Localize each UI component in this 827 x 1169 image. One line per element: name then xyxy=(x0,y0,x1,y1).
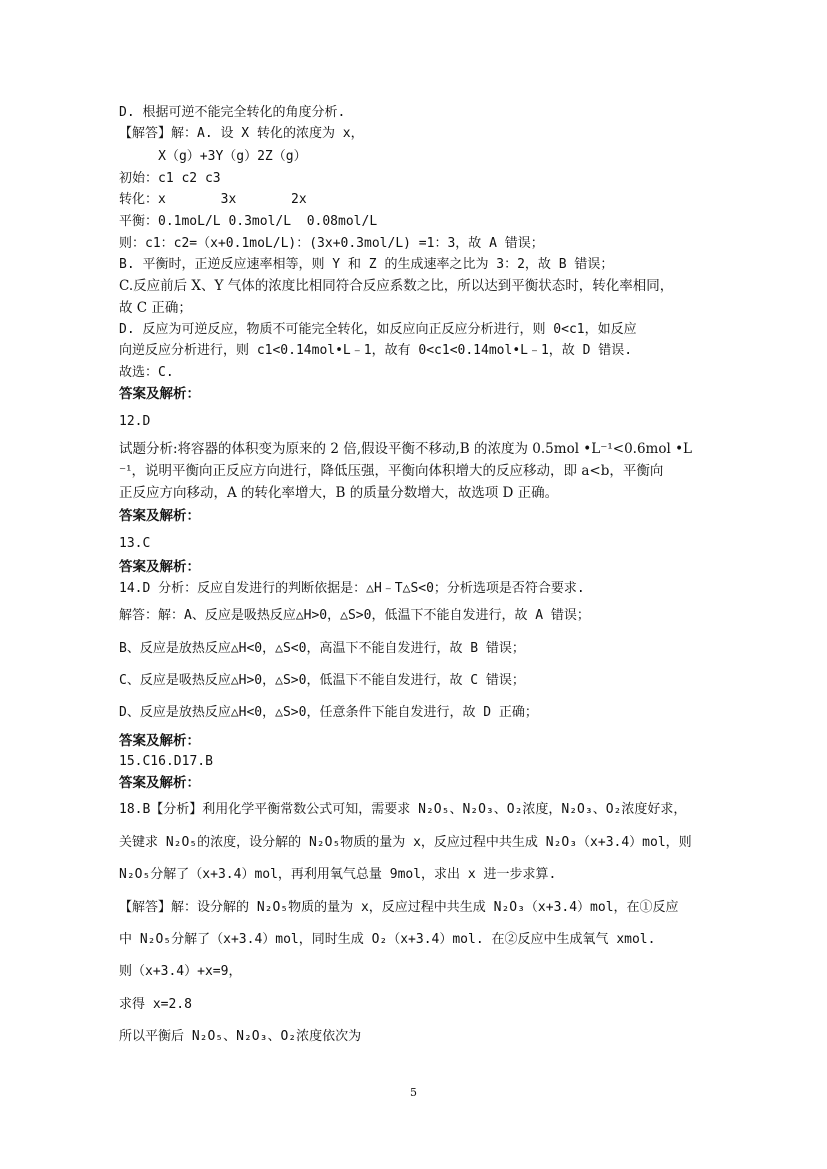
text-line: 转化：x 3x 2x xyxy=(119,192,307,207)
text-line: 求得 x=2.8 xyxy=(119,997,192,1012)
text-line: 解答：解：A、反应是吸热反应△H>0，△S>0，低温下不能自发进行，故 A 错误； xyxy=(119,608,590,623)
section-heading: 答案及解析： xyxy=(119,775,200,791)
text-line: 18.B【分析】利用化学平衡常数公式可知，需要求 N₂O₅、N₂O₃、O₂浓度，N₂O₃、O₂浓度好求， xyxy=(119,802,687,817)
section-heading: 答案及解析： xyxy=(119,386,200,402)
text-line: 12.D xyxy=(119,414,151,429)
text-line: 中 N₂O₅分解了（x+3.4）mol，同时生成 O₂（x+3.4）mol. 在②反应中生成氧气 xmol. xyxy=(119,932,656,947)
text-line: N₂O₅分解了（x+3.4）mol，再利用氧气总量 9mol，求出 x 进一步求算. xyxy=(119,867,557,882)
text-line: 【解答】解：A. 设 X 转化的浓度为 x， xyxy=(119,126,364,141)
text-line: C.反应前后 X、Y 气体的浓度比相同符合反应系数之比，所以达到平衡状态时，转化率相同， xyxy=(119,278,674,294)
text-line: ⁻¹，说明平衡向正反应方向进行，降低压强，平衡向体积增大的反应移动，即 a<b，平衡向 xyxy=(119,463,664,479)
text-line: B. 平衡时，正逆反应速率相等，则 Y 和 Z 的生成速率之比为 3：2，故 B 错误； xyxy=(119,257,614,272)
text-line: 【解答】解：设分解的 N₂O₅物质的量为 x，反应过程中共生成 N₂O₃（x+3.4）mol，在①反应 xyxy=(119,900,679,915)
text-line: C、反应是吸热反应△H>0，△S>0，低温下不能自发进行，故 C 错误； xyxy=(119,673,525,688)
text-line: 14.D 分析：反应自发进行的判断依据是：△H﹣T△S<0；分析选项是否符合要求. xyxy=(119,581,585,596)
text-line: 故 C 正确； xyxy=(119,300,192,316)
page-number: 5 xyxy=(410,1086,417,1099)
text-line: 则（x+3.4）+x=9， xyxy=(119,964,242,979)
text-line: B、反应是放热反应△H<0，△S<0，高温下不能自发进行，故 B 错误； xyxy=(119,641,525,656)
text-line: X（g）+3Y（g）2Z（g） xyxy=(119,149,307,164)
text-line: 故选：C. xyxy=(119,365,174,380)
text-line: 15.C16.D17.B xyxy=(119,754,213,769)
text-line: 13.C xyxy=(119,536,151,551)
text-line: 向逆反应分析进行，则 c1<0.14mol•L﹣1，故有 0<c1<0.14mol•L﹣1，故 D 错误. xyxy=(119,343,633,358)
text-line: 正反应方向移动，A 的转化率增大，B 的质量分数增大，故选项 D 正确。 xyxy=(119,485,559,501)
text-line: D. 反应为可逆反应，物质不可能完全转化，如反应向正反应分析进行，则 0<c1，如反应 xyxy=(119,322,637,337)
text-line: D. 根据可逆不能完全转化的角度分析. xyxy=(119,105,346,120)
text-line: 则：c1：c2=（x+0.1moL/L)：(3x+0.3mol/L) =1：3，故 A 错误； xyxy=(119,236,544,251)
text-line: 试题分析:将容器的体积变为原来的 2 倍,假设平衡不移动,B 的浓度为 0.5mol •L⁻¹<0.6mol •L xyxy=(119,441,693,457)
text-line: D、反应是放热反应△H<0，△S>0，任意条件下能自发进行，故 D 正确； xyxy=(119,705,538,720)
section-heading: 答案及解析： xyxy=(119,508,200,524)
text-line: 初始：c1 c2 c3 xyxy=(119,171,221,186)
text-line: 平衡：0.1moL/L 0.3mol/L 0.08mol/L xyxy=(119,214,378,229)
section-heading: 答案及解析： xyxy=(119,559,200,575)
text-line: 关键求 N₂O₅的浓度，设分解的 N₂O₅物质的量为 x，反应过程中共生成 N₂O₃（x+3.4）mol，则 xyxy=(119,835,692,850)
text-line: 所以平衡后 N₂O₅、N₂O₃、O₂浓度依次为 xyxy=(119,1029,362,1044)
section-heading: 答案及解析： xyxy=(119,733,200,749)
